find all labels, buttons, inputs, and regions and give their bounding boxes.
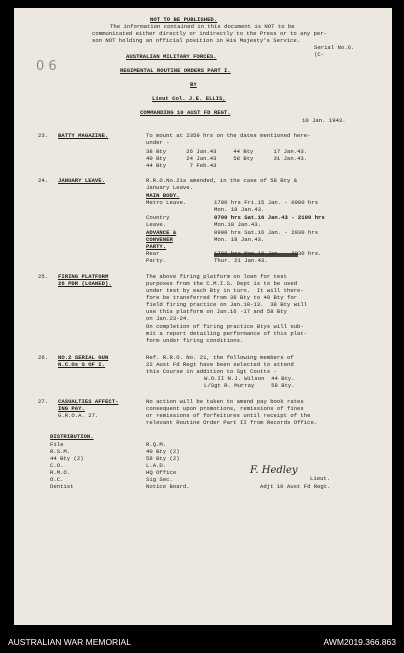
security-notice-line-1: The information contained in this document is NOT to be <box>110 23 295 30</box>
distribution-entry: File <box>50 441 64 448</box>
item-26-title: N.C.Os S OF I. <box>58 361 105 368</box>
item-27-title: ING PAY. <box>58 405 85 412</box>
leave-times: 1700 hrs Fri.15 Jan. - 0900 hrs <box>214 199 319 206</box>
item-24-title: JANUARY LEAVE. <box>58 177 105 184</box>
leave-times: 0700 hrs Sat.16 Jan.43 - 2100 hrs <box>214 214 325 221</box>
item-26-title: NO.2 SERIAL GUN <box>58 354 109 361</box>
item-25-text: form under firing conditions. <box>146 337 244 344</box>
item-23-text: To mount at 2359 hrs on the dates mentioned here- <box>146 132 311 139</box>
distribution-entry: 44 Bty (2) <box>50 455 84 462</box>
item-25-text: under test by each Bty in turn. It will there- <box>146 287 304 294</box>
distribution-entry: C.O. <box>50 462 64 469</box>
item-24-number: 24. <box>38 177 49 184</box>
item-24-text: R.R.O.No.21s amended, in the case of 58 Bty & <box>146 177 298 184</box>
distribution-entry: R.Q.M. <box>146 441 167 448</box>
handwritten-signature: F. Hedley <box>250 465 298 476</box>
item-25-text: field firing practice on Jan.18-13. 38 Bty will <box>146 301 308 308</box>
commander-name: Lieut Col. J.E. ELLIS, <box>152 95 226 102</box>
item-27-reference: G.R.O.A. 27. <box>58 412 99 419</box>
accession-number: AWM2019.366.863 <box>323 637 396 647</box>
item-26-member: W.O.II N.J. Wilson 44 Bty. <box>204 375 295 382</box>
leave-category: PARTY. <box>146 243 167 250</box>
leave-category: ADVANCE & <box>146 229 177 236</box>
item-25-title: FIRING PLATFORM <box>58 273 109 280</box>
item-25-number: 25. <box>38 273 49 280</box>
document-page <box>14 8 392 625</box>
distribution-entry: Notice Board. <box>146 483 190 490</box>
item-25-title: 26 PDR (LOANED). <box>58 280 112 287</box>
item-25-text: The above firing platform on loan for test <box>146 273 287 280</box>
item-26-text: 22 Aust Fd Regt have been selected to attend <box>146 361 294 368</box>
not-published-heading: NOT TO BE PUBLISHED. <box>150 16 218 23</box>
item-25-text: purposes from the C.M.I.S. Dept is to be used <box>146 280 298 287</box>
leave-category: Rear <box>146 250 160 257</box>
distribution-heading: DISTRIBUTION. <box>50 433 94 440</box>
item-25-text: on Jan.23-24. <box>146 315 190 322</box>
item-27-text: relevant Routine Order Part II from Records Office. <box>146 419 318 426</box>
item-27-text: or remissions of forfeitures until receipt of the <box>146 412 311 419</box>
item-27-text: consequent upon promotions, remissions of fines <box>146 405 304 412</box>
commanding-unit: COMMANDING 10 AUST FD REGT. <box>140 109 231 116</box>
distribution-entry: R.S.M. <box>50 448 71 455</box>
leave-times: 0900 hrs Sat.16 Jan. - 2030 hrs <box>214 229 319 236</box>
item-25-text: fore be transferred from 38 Bty to 40 Bty for <box>146 294 298 301</box>
document-date: 10 Jan. 1943. <box>302 117 346 124</box>
item-23-roster-row: 44 Bty 7 Feb.43 <box>146 162 217 169</box>
force-heading: AUSTRALIAN MILITARY FORCES. <box>126 53 217 60</box>
distribution-entry: HQ Office <box>146 469 177 476</box>
item-27-number: 27. <box>38 398 49 405</box>
item-26-text: this Course in addition to Sgt Coutts - <box>146 368 277 375</box>
serial-suffix: (C- <box>314 51 325 58</box>
main-body-heading: MAIN BODY. <box>146 192 180 199</box>
leave-times: Mon.18 Jan.43. <box>214 221 261 228</box>
leave-category: CONVENER <box>146 236 173 243</box>
item-25-text: On completion of firing practice Btys will sub- <box>146 323 304 330</box>
leave-category: Leave. <box>146 221 167 228</box>
leave-category: Metro Leave. <box>146 199 187 206</box>
item-25-text: mit a report detailing performance of this plat- <box>146 330 308 337</box>
security-notice-line-2: communicated either directly or indirectly to the Press or to any per- <box>92 30 327 37</box>
distribution-entry: Sig Sec. <box>146 476 173 483</box>
distribution-entry: 58 Bty (2) <box>146 455 180 462</box>
leave-category: Country <box>146 214 170 221</box>
security-notice-line-3: son NOT holding an official position in His Majesty's Service. <box>92 37 301 44</box>
distribution-entry: Dentist <box>50 483 74 490</box>
item-23-text: under - <box>146 139 170 146</box>
item-26-text: Ref. R.R.O. No. 21, the following members of <box>146 354 294 361</box>
item-27-text: No action will be taken to amend pay book rates <box>146 398 304 405</box>
signature-unit: Adjt 10 Aust Fd Regt. <box>260 483 331 490</box>
leave-times: Thur. 21 Jan.43. <box>214 257 268 264</box>
signature-rank: Lieut. <box>310 475 331 482</box>
distribution-entry: R.M.O. <box>50 469 71 476</box>
item-23-roster-row: 38 Bty 26 Jan.43 44 Bty 17 Jan.43. <box>146 148 308 155</box>
item-23-number: 23. <box>38 132 49 139</box>
leave-category: Party. <box>146 257 167 264</box>
pencil-annotation: 0 6 <box>36 59 57 74</box>
by-line: BY <box>190 81 197 88</box>
leave-times: 1700 hrs Mon.18 Jan. - 2030 hrs. <box>214 250 322 257</box>
orders-title: REGIMENTAL ROUTINE ORDERS PART I. <box>120 67 231 74</box>
item-26-member: L/Sgt R. Murray 58 Bty. <box>204 382 295 389</box>
serial-number: Serial No.6. <box>314 44 355 51</box>
leave-times: Mon. 18 Jan.43. <box>214 206 265 213</box>
item-25-text: use this platform on Jan.16 -17 and 58 Bty <box>146 308 287 315</box>
item-26-number: 26. <box>38 354 49 361</box>
item-23-roster-row: 40 Bty 24 Jan.43 58 Bty 31 Jan.43. <box>146 155 308 162</box>
distribution-entry: 40 Bty (2) <box>146 448 180 455</box>
distribution-entry: O.C. <box>50 476 64 483</box>
item-23-title: BATTY MAGAZINE. <box>58 132 109 139</box>
leave-times: Mon. 18 Jan.43. <box>214 236 265 243</box>
item-24-text: January Leave. <box>146 184 193 191</box>
distribution-entry: L.A.D. <box>146 462 167 469</box>
archive-source: AUSTRALIAN WAR MEMORIAL <box>8 637 131 647</box>
item-27-title: CASUALTIES AFFECT- <box>58 398 119 405</box>
archive-footer <box>0 629 404 653</box>
